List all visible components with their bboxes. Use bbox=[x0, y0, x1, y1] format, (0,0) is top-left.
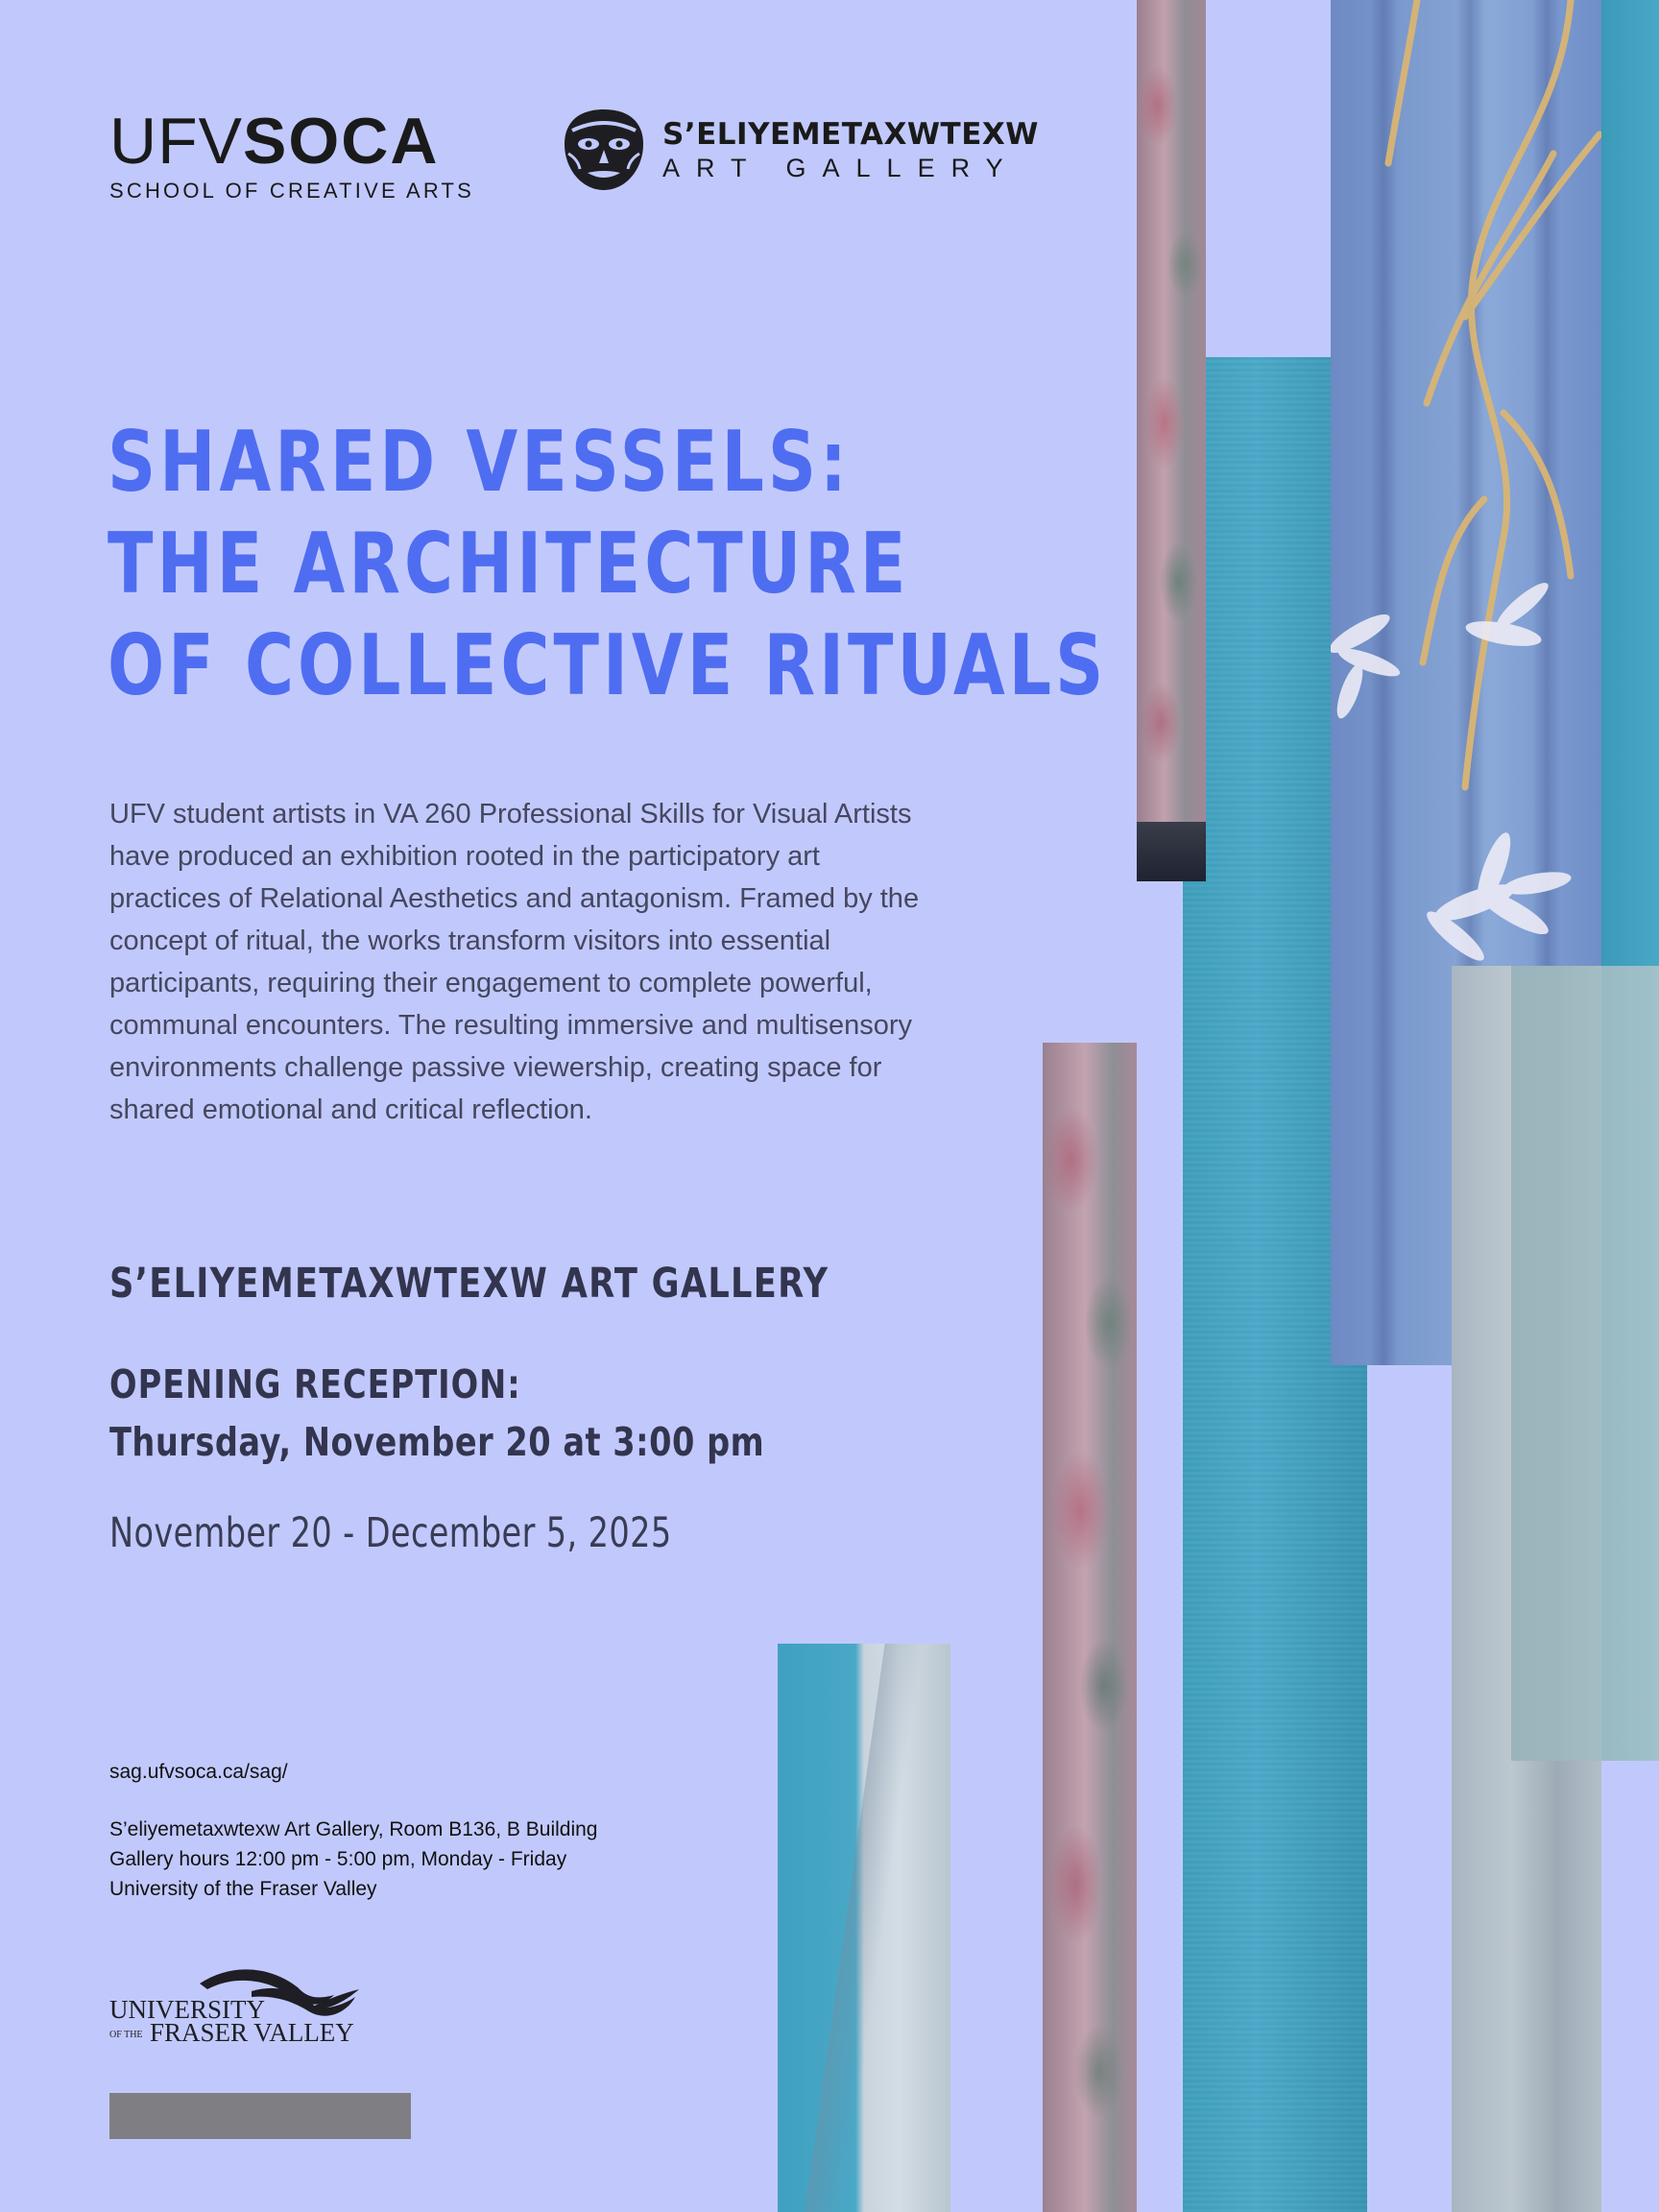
website-link[interactable]: sag.ufvsoca.ca/sag/ bbox=[109, 1761, 288, 1783]
exhibition-dates: November 20 - December 5, 2025 bbox=[109, 1509, 672, 1557]
address-line-1: S’eliyemetaxwtexw Art Gallery, Room B136, B Building bbox=[109, 1818, 598, 1840]
gallery-logo-subtitle: ART GALLERY bbox=[662, 153, 1020, 182]
venue-heading: S’ELIYEMETAXWTEXW ART GALLERY bbox=[109, 1260, 830, 1308]
floral-fabric-strip-top bbox=[1137, 0, 1206, 881]
mask-icon bbox=[559, 106, 649, 194]
ufv-soca-logo bbox=[109, 105, 475, 204]
gray-teal-fabric-strip bbox=[1511, 966, 1659, 1761]
title-line-2: THE ARCHITECTURE bbox=[108, 515, 910, 613]
title-line-3: OF COLLECTIVE RITUALS bbox=[108, 616, 1108, 714]
gallery-logo-name: S’ELIYEMETAXWTEXW bbox=[662, 116, 1039, 152]
logo-soca-subtitle: SCHOOL OF CREATIVE ARTS bbox=[109, 179, 475, 203]
exhibition-title bbox=[108, 411, 1106, 716]
svg-text:FRASER VALLEY: FRASER VALLEY bbox=[150, 2018, 354, 2045]
gray-bar bbox=[109, 2093, 411, 2139]
logo-ufv-text: UFV bbox=[109, 105, 243, 178]
address-line-2: Gallery hours 12:00 pm - 5:00 pm, Monday - Friday bbox=[109, 1848, 567, 1870]
floral-fabric-strip-middle bbox=[1043, 1043, 1137, 2212]
teal-gray-fabric-strip-bottom bbox=[778, 1644, 950, 2212]
logo-soca-text: SOCA bbox=[243, 105, 440, 178]
exhibition-description: UFV student artists in VA 260 Professional Skills for Visual Artists have produced an exhibition rooted in the participatory art practices of Relational Aesthetics and antagonism. Framed by the concept of ritual, the works transform visitors into essential participants, requiring their engagement to complete powerful, communal encounters. The resulting immersive and multisensory environments challenge passive viewership, creating space for shared emotional and critical reflection. bbox=[109, 799, 920, 1125]
gallery-address bbox=[109, 1815, 598, 1904]
gallery-logo bbox=[559, 106, 1039, 194]
opening-reception-label: OPENING RECEPTION: bbox=[109, 1361, 521, 1407]
opening-reception-datetime: Thursday, November 20 at 3:00 pm bbox=[109, 1419, 765, 1465]
university-fraser-valley-logo bbox=[108, 1962, 359, 2045]
svg-text:UNIVERSITY: UNIVERSITY bbox=[109, 1995, 265, 2024]
svg-text:OF THE: OF THE bbox=[109, 2030, 143, 2040]
title-line-1: SHARED VESSELS: bbox=[108, 413, 851, 511]
address-line-3: University of the Fraser Valley bbox=[109, 1878, 377, 1900]
